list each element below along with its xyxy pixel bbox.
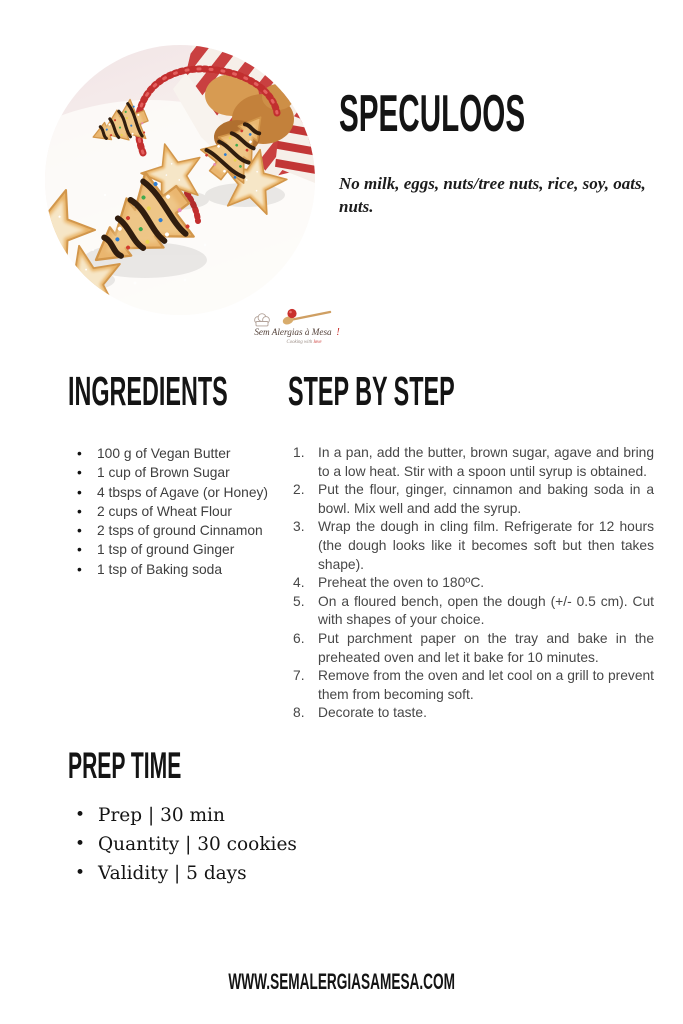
prep-item: • Quantity | 30 cookies (68, 830, 368, 859)
page-title: SPECULOOS (339, 85, 526, 143)
ingredients-heading: INGREDIENTS (68, 368, 228, 414)
prep-item: • Prep | 30 min (68, 801, 368, 830)
footer (0, 969, 683, 995)
step-item: Wrap the dough in cling film. Refrigerate for 12 hours (the dough looks like it becomes soft but then takes shape). (318, 519, 654, 572)
brand-accent: ! (336, 327, 340, 338)
step-item: Remove from the oven and let cool on a grill to prevent them from becoming soft. (318, 668, 654, 702)
step-item: Preheat the oven to 180ºC. (318, 575, 485, 591)
ingredient-item: • 2 tsps of ground Cinnamon (68, 521, 286, 540)
step-item: Decorate to taste. (318, 705, 427, 721)
brand-name: Sem Alergias à Mesa (254, 327, 332, 337)
ingredient-item: • 100 g of Vegan Butter (68, 444, 286, 463)
brand-logo (248, 304, 344, 352)
allergen-note: No milk, eggs, nuts/tree nuts, rice, soy, oats, nuts. (339, 174, 646, 216)
footer-url: WWW.SEMALERGIASAMESA.COM (228, 969, 455, 994)
brand-tagline: Cooking with love (286, 340, 322, 345)
ingredient-item: • 2 cups of Wheat Flour (68, 502, 286, 521)
ingredient-item: • 1 tsp of Baking soda (68, 560, 286, 579)
steps-section (288, 368, 654, 723)
prep-item: • Validity | 5 days (68, 859, 368, 888)
steps-list (293, 444, 654, 723)
step-item: Put parchment paper on the tray and bake in the preheated oven and let it bake for 10 minutes. (318, 630, 654, 665)
ingredient-item: • 4 tbsps of Agave (or Honey) (68, 483, 286, 502)
prep-time-list (68, 801, 368, 888)
recipe-photo (45, 45, 315, 315)
ingredients-list (68, 444, 286, 579)
steps-heading: STEP BY STEP (288, 368, 455, 414)
cookies-illustration (45, 45, 315, 315)
ingredient-item: • 1 cup of Brown Sugar (68, 463, 286, 482)
prep-time-section (68, 747, 368, 888)
step-item: Put the flour, ginger, cinnamon and baking soda in a bowl. Mix well and add the syrup. (318, 482, 654, 516)
step-item: On a floured bench, open the dough (+/- 0.5 cm). Cut with shapes of your choice. (318, 593, 654, 628)
prep-time-heading: PREP TIME (68, 745, 182, 786)
chef-hat-icon (255, 314, 270, 326)
ingredients-section (68, 368, 286, 579)
step-item: In a pan, add the butter, brown sugar, agave and bring to a low heat. Stir with a spoon until syrup is obtained. (318, 445, 654, 479)
ingredient-item: • 1 tsp of ground Ginger (68, 540, 286, 559)
cherry-icon (287, 309, 296, 318)
